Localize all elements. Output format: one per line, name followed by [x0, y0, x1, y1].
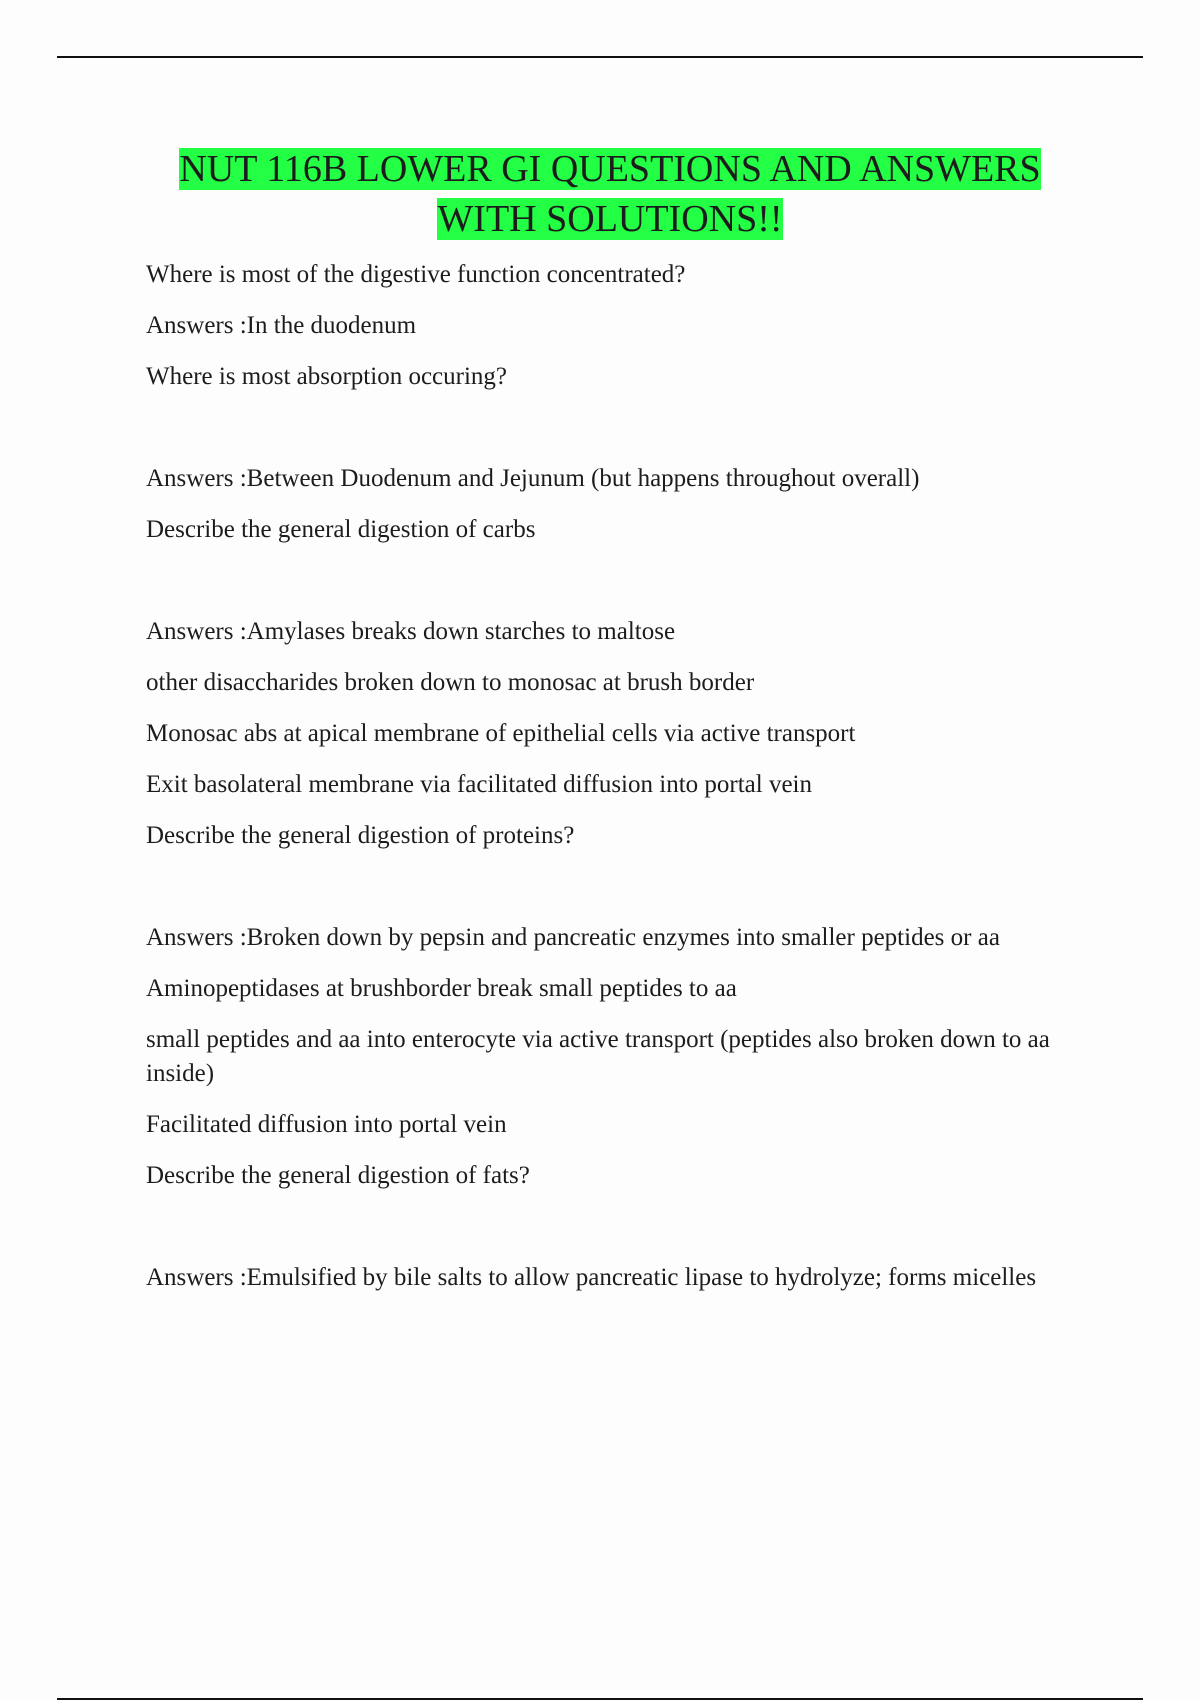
title-line-2: WITH SOLUTIONS!!: [437, 198, 783, 240]
question-text: Where is most of the digestive function concentrated?: [146, 261, 686, 288]
top-rule: [57, 56, 1143, 58]
question-text: Where is most absorption occuring?: [146, 363, 508, 390]
answer-text: Exit basolateral membrane via facilitated diffusion into portal vein: [146, 771, 812, 798]
answer-text: Answers :In the duodenum: [146, 312, 417, 339]
answer-text: other disaccharides broken down to monosac at brush border: [146, 669, 755, 696]
document-title: [140, 144, 1080, 244]
answer-text: Monosac abs at apical membrane of epithelial cells via active transport: [146, 720, 856, 747]
answer-text: Answers :Broken down by pepsin and pancreatic enzymes into smaller peptides or aa: [146, 924, 1000, 951]
answer-text: Facilitated diffusion into portal vein: [146, 1111, 507, 1138]
question-text: Describe the general digestion of proteins?: [146, 822, 575, 849]
answer-text: Aminopeptidases at brushborder break small peptides to aa: [146, 975, 737, 1002]
title-line-1: NUT 116B LOWER GI QUESTIONS AND ANSWERS: [179, 148, 1041, 190]
question-text: Describe the general digestion of carbs: [146, 516, 536, 543]
document-body: [146, 258, 1096, 1312]
answer-text: Answers :Between Duodenum and Jejunum (but happens throughout overall): [146, 465, 920, 492]
answer-text: Answers :Emulsified by bile salts to allow pancreatic lipase to hydrolyze; forms micelles: [146, 1264, 1037, 1291]
answer-text: small peptides and aa into enterocyte via active transport (peptides also broken down to aa inside): [146, 1026, 1050, 1087]
question-text: Describe the general digestion of fats?: [146, 1162, 530, 1189]
answer-text: Answers :Amylases breaks down starches to maltose: [146, 618, 676, 645]
